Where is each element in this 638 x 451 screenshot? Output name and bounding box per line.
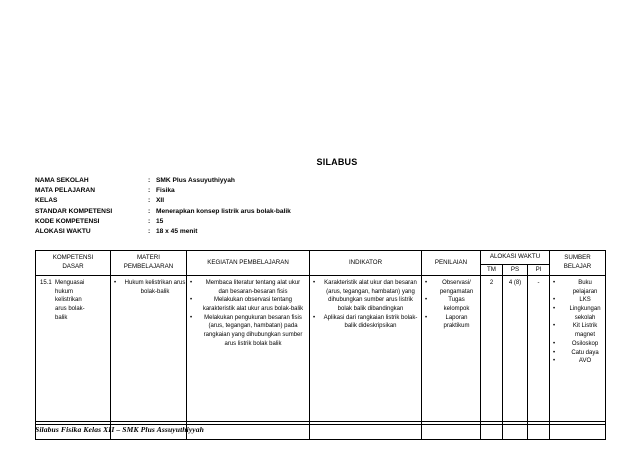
bullet-icon: • — [190, 297, 193, 304]
list-item — [190, 314, 306, 349]
cell-tm: 2 — [481, 276, 503, 440]
meta-label: KODE KOMPETENSI — [35, 217, 100, 225]
meta-colon: : — [148, 217, 151, 225]
meta-label: NAMA SEKOLAH — [35, 177, 89, 184]
meta-label: ALOKASI WAKTU — [35, 227, 91, 235]
document-title: SILABUS — [316, 157, 358, 167]
kegiatan-item: Membaca literatur tentang alat ukur dan besaran-besaran fisis — [205, 280, 301, 295]
meta-colon: : — [148, 207, 151, 215]
header-materi-line1: MATERI — [137, 254, 160, 262]
bullet-icon: • — [553, 358, 556, 365]
bullet-icon: • — [114, 280, 117, 286]
header-kompetensi — [36, 251, 111, 276]
list-item — [553, 279, 603, 296]
meta-value: Menerapkan konsep listrik arus bolak-balik — [156, 207, 291, 215]
bullet-icon: • — [553, 280, 556, 286]
sumber-item: AVO — [578, 358, 592, 365]
cell-materi — [111, 276, 187, 440]
kegiatan-item: Melakukan observasi tentang karakteristik alat ukur arus bolak-balik — [202, 297, 304, 313]
meta-value: 15 — [156, 217, 164, 225]
indikator-item: Aplikasi dari rangkaian listrik bolak-balik dideskripsikan — [323, 314, 418, 330]
cell-indikator — [310, 276, 422, 440]
meta-label: KELAS — [35, 197, 58, 205]
meta-colon: : — [148, 187, 151, 195]
header-penilaian: PENILAIAN — [422, 251, 481, 276]
sumber-item: LKS — [579, 297, 591, 304]
sumber-item: Catu daya — [571, 349, 599, 356]
list-item — [425, 296, 478, 313]
list-item — [425, 279, 478, 296]
kegiatan-item: Melakukan pengukuran besaran fisis (arus, tegangan, hambatan) pada rangkaian yang dihubungkan sumber arus listrik bolak balik — [203, 314, 303, 347]
list-item — [190, 296, 306, 313]
bullet-icon: • — [553, 297, 556, 304]
meta-label: MATA PELAJARAN — [35, 187, 95, 195]
header-ps: PS — [503, 265, 528, 276]
header-kompetensi-line1: KOMPETENSI — [52, 254, 94, 262]
bullet-icon: • — [425, 314, 428, 321]
list-item — [425, 314, 478, 331]
cell-kegiatan — [187, 276, 310, 440]
header-materi — [111, 251, 187, 276]
meta-value: SMK Plus Assuyuthiyyah — [156, 177, 235, 184]
materi-text: Hukum kelistrikan arus bolak-balik — [124, 280, 186, 295]
bullet-icon: • — [553, 323, 556, 330]
cell-penilaian — [422, 276, 481, 440]
bullet-icon: • — [553, 306, 556, 313]
bullet-icon: • — [553, 349, 556, 356]
page-footer: Silabus Fisika Kelas XII – SMK Plus Assuyuthiyyah — [35, 425, 204, 434]
bullet-icon: • — [313, 280, 316, 286]
list-item — [553, 357, 603, 366]
header-tm: TM — [481, 265, 503, 276]
cell-pi: - — [528, 276, 550, 440]
list-item — [553, 340, 603, 349]
penilaian-item: Observasi/ pengamatan — [439, 280, 474, 295]
cell-ps: 4 (8) — [503, 276, 528, 440]
footer-divider-thick — [35, 421, 605, 422]
meta-value: 18 x 45 menit — [156, 227, 198, 235]
meta-label: STANDAR KOMPETENSI — [35, 207, 113, 215]
list-item — [190, 279, 306, 296]
list-item — [553, 322, 603, 339]
list-item — [553, 349, 603, 358]
bullet-icon: • — [553, 340, 556, 347]
header-materi-line2: PEMBELAJARAN — [123, 263, 174, 270]
header-kegiatan: KEGIATAN PEMBELAJARAN — [187, 251, 310, 276]
cell-sumber — [550, 276, 606, 440]
bullet-icon: • — [313, 314, 316, 321]
header-indikator: INDIKATOR — [310, 251, 422, 276]
meta-colon: : — [148, 177, 151, 184]
syllabus-table — [35, 250, 606, 440]
list-item — [313, 279, 421, 314]
list-item — [313, 314, 421, 331]
kompetensi-text: Menguasai hukum kelistrikan arus bolak-balik — [55, 280, 85, 321]
table-row — [36, 276, 606, 440]
header-sumber-line1: SUMBER — [564, 254, 591, 262]
header-sumber — [550, 251, 606, 276]
header-alokasi: ALOKASI WAKTU — [481, 251, 550, 265]
header-sumber-line2: BELAJAR — [563, 263, 592, 270]
bullet-icon: • — [425, 280, 428, 286]
list-item — [553, 296, 603, 305]
meta-value: XII — [156, 197, 165, 205]
meta-colon: : — [148, 197, 151, 205]
penilaian-item: Tugas kelompok — [443, 297, 470, 313]
sumber-item: Kit Listrik magnet — [572, 323, 598, 339]
sumber-item: Buku pelajaran — [572, 280, 598, 295]
penilaian-item: Laporan praktikum — [443, 314, 470, 330]
kompetensi-number: 15.1 — [40, 280, 52, 286]
cell-kompetensi — [36, 276, 111, 440]
list-item — [553, 305, 603, 322]
bullet-icon: • — [190, 314, 193, 321]
indikator-item: Karakteristik alat ukur dan besaran (arus, tegangan, hambatan) yang dihubungkan sumber arus listrik bolak balik dibandingkan — [324, 280, 417, 313]
header-pi: PI — [528, 265, 550, 276]
bullet-icon: • — [190, 280, 193, 286]
sumber-item: Osiloskop — [571, 340, 599, 347]
bullet-icon: • — [425, 297, 428, 304]
meta-value: Fisika — [156, 187, 175, 195]
meta-colon: : — [148, 227, 151, 235]
header-kompetensi-line2: DASAR — [62, 263, 84, 270]
sumber-item: Lingkungan sekolah — [569, 306, 601, 321]
